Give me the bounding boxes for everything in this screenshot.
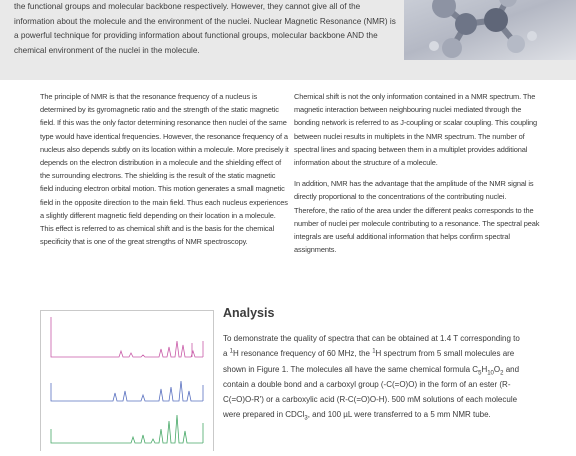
molecule-illustration xyxy=(404,0,576,60)
nmr-principle-paragraph: The principle of NMR is that the resonance frequency of a nucleus is determined by its gyromagnetic ratio and the strength of the static magnetic field. If this was the only factor determining resonance then nuclei of the same type would have identical frequencies. However, the resonance frequency of a nucleus also depends subtly on its location within a molecule. More precisely it depends on the electron distribution in a molecule and the shielding effect of the surrounding electrons. The shielding is the result of the static magnetic field inducing electron orbital motion. This motion generates a small magnetic field in the opposite direction to the main field. Thus each nucleus experiences a slightly different magnetic field depending on their location in a molecule. This effect is referred to as chemical shift and is the basis for the chemical specificity that is one of the great strengths of NMR spectroscopy. xyxy=(40,92,289,247)
body-column-left xyxy=(40,90,290,248)
intro-paragraph: the functional groups and molecular backbone respectively. However, they cannot give all of the information about the molecule and the environment of the nuclei. Nuclear Magnetic Resonance (NMR) is a powerful technique for providing information about functional groups, molecular backbone AND the chemical environment of the nuclei in the molecule. xyxy=(14,2,396,55)
analysis-text-1: To demonstrate the quality of spectra that can be obtained at 1.4 T corresponding to a xyxy=(223,334,520,359)
subscript-3: 2 xyxy=(500,370,504,377)
intro-text xyxy=(14,0,402,58)
analysis-text-5: O xyxy=(493,364,501,374)
spectrum-trace-3 xyxy=(51,415,203,443)
superscript-2: 1 xyxy=(372,348,376,355)
spectrum-trace-2 xyxy=(51,381,203,401)
body-column-right xyxy=(294,90,540,256)
spectrum-trace-1 xyxy=(55,341,203,357)
coupling-paragraph: Chemical shift is not the only information contained in a NMR spectrum. The magnetic interaction between neighbouring nuclei mediated through the bonding network is referred to as J-coupling or scalar coupling. This coupling between nuclei results in multiplets in the NMR spectrum. The number of spectral lines and spacing between them in a multiplet provides additional information about the structure of a molecule. xyxy=(294,92,538,168)
amplitude-paragraph: In addition, NMR has the advantage that the amplitude of the NMR signal is directly proportional to the concentrations of the contributing nuclei. Therefore, the ratio of the area under the different peaks corresponds to the number of nuclei per molecule contributing to a resonance. The spectral peak integrals are useful additional information that helps confirm spectral assignments. xyxy=(294,179,540,255)
superscript-1: 1 xyxy=(229,348,234,355)
molecule-image xyxy=(404,0,576,60)
spectrum-trace-1 xyxy=(51,317,55,357)
analysis-paragraph xyxy=(223,331,523,423)
analysis-text-6: and contain a double bond and a carboxyl group (-C(=O)O) in the form of an ester (R-C(=O)O-R') or a carboxylic acid (R-C(=O)O-H). 500 mM solutions of each molecule were prepared in CDCl xyxy=(223,364,520,420)
subscript-4: 3 xyxy=(304,416,308,423)
subscript-1: 5 xyxy=(478,370,482,377)
nmr-spectra-plot xyxy=(41,311,213,451)
analysis-text-4: H xyxy=(481,364,488,374)
figure-spectra xyxy=(40,310,214,451)
subscript-2: 10 xyxy=(487,370,494,377)
analysis-text-7: , and 100 µL were transferred to a 5 mm NMR tube. xyxy=(307,410,491,420)
analysis-heading: Analysis xyxy=(223,306,275,320)
analysis-text-2: H resonance frequency of 60 MHz, the xyxy=(233,349,373,359)
analysis-text-3: H spectrum from 5 small molecules are shown in Figure 1. The molecules all have the same chemical formula C xyxy=(223,349,515,374)
